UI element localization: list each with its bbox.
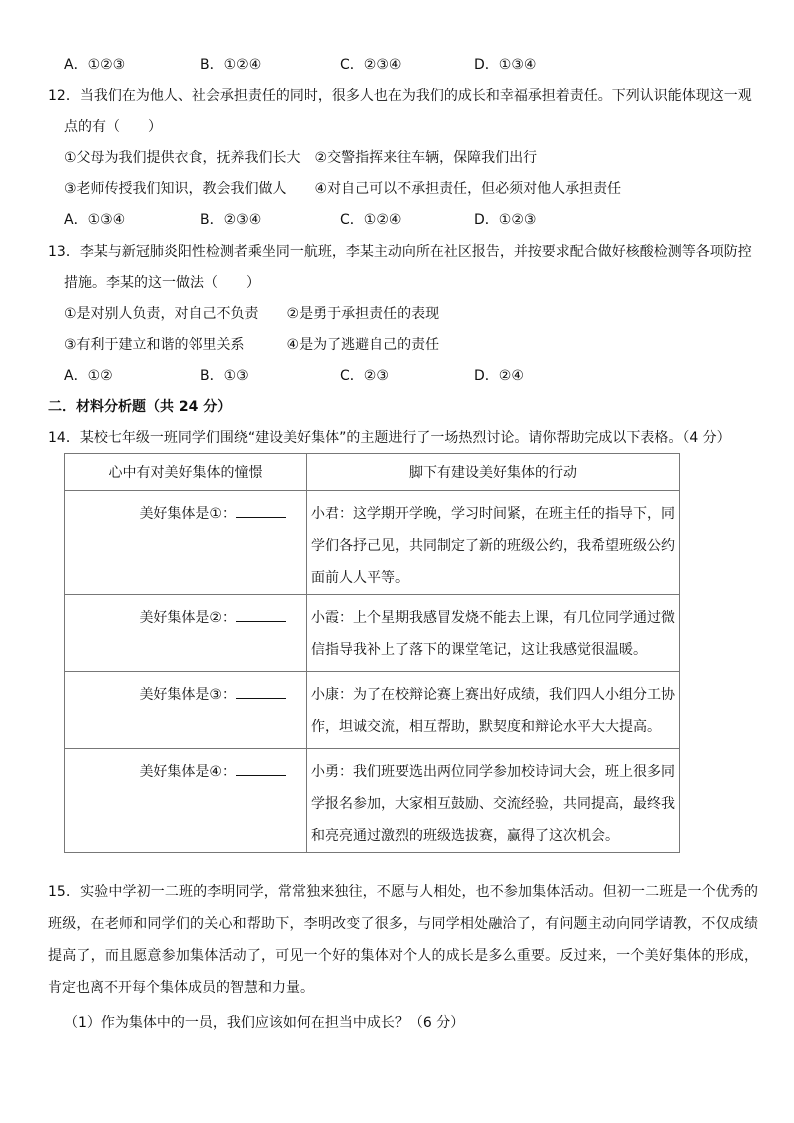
answer-cell-3 xyxy=(65,672,307,749)
q11-option-c: C．②③④ xyxy=(340,57,402,73)
action-text-1: 小君：这学期开学晚，学习时间紧，在班主任的指导下，同学们各抒己见，共同制定了新的班级公约，我希望班级公约面前人人平等。 xyxy=(307,491,680,595)
q13-stem-line2: 措施。李某的这一做法（ ） xyxy=(64,275,260,291)
answer-label-4: 美好集体是④： xyxy=(139,764,236,780)
q13-stem-line1: 13．李某与新冠肺炎阳性检测者乘坐同一航班，李某主动向所在社区报告，并按要求配合做好核酸检测等各项防控 xyxy=(48,244,752,260)
q13-option-c: C．②③ xyxy=(340,368,389,384)
table-header-row xyxy=(65,454,680,491)
answer-label-1: 美好集体是①： xyxy=(139,506,236,522)
q13-option-b: B．①③ xyxy=(200,368,249,384)
q12-option-a: A．①③④ xyxy=(64,212,126,228)
answer-cell-2 xyxy=(65,595,307,672)
answer-blank-2[interactable] xyxy=(236,607,286,622)
q13-statements-line2: ③有利于建立和谐的邻里关系 ④是为了逃避自己的责任 xyxy=(64,337,440,353)
q12-option-b: B．②③④ xyxy=(200,212,262,228)
action-text-4: 小勇：我们班要选出两位同学参加校诗词大会，班上很多同学报名参加，大家相互鼓励、交流经验，共同提高，最终我和亮亮通过激烈的班级选拔赛，赢得了这次机会。 xyxy=(307,749,680,853)
answer-blank-4[interactable] xyxy=(236,761,286,776)
answer-blank-3[interactable] xyxy=(236,684,286,699)
answer-label-3: 美好集体是③： xyxy=(139,687,236,703)
q15-subquestion-1: （1）作为集体中的一员，我们应该如何在担当中成长？（6 分） xyxy=(64,1015,465,1031)
q14-stem: 14．某校七年级一班同学们围绕“建设美好集体”的主题进行了一场热烈讨论。请你帮助完成以下表格。（4 分） xyxy=(48,430,731,446)
answer-label-2: 美好集体是②： xyxy=(139,610,236,626)
q11-option-a: A．①②③ xyxy=(64,57,126,73)
q12-statements-line2: ③老师传授我们知识，教会我们做人 ④对自己可以不承担责任，但必须对他人承担责任 xyxy=(64,181,622,197)
table-row xyxy=(65,595,680,672)
table-row xyxy=(65,672,680,749)
section-heading: 二．材料分析题（共 24 分） xyxy=(48,399,232,415)
table-header-vision: 心中有对美好集体的憧憬 xyxy=(65,454,307,491)
action-text-2: 小霞：上个星期我感冒发烧不能去上课，有几位同学通过微信指导我补上了落下的课堂笔记，这让我感觉很温暖。 xyxy=(307,595,680,672)
table-row xyxy=(65,491,680,595)
q11-option-d: D．①③④ xyxy=(474,57,537,73)
q12-option-c: C．①②④ xyxy=(340,212,402,228)
q13-option-a: A．①② xyxy=(64,368,113,384)
q12-option-d: D．①②③ xyxy=(474,212,537,228)
table-row xyxy=(65,749,680,853)
q14-table xyxy=(64,453,680,853)
q13-option-d: D．②④ xyxy=(474,368,524,384)
q15-paragraph: 15．实验中学初一二班的李明同学，常常独来独往，不愿与人相处，也不参加集体活动。但初一二班是一个优秀的班级，在老师和同学们的关心和帮助下，李明改变了很多，与同学相处融洽了，有问题主动向同学请教，不仅成绩提高了，而且愿意参加集体活动了，可见一个好的集体对个人的成长是多么重要。反过来，一个美好集体的形成，肯定也离不开每个集体成员的智慧和力量。 xyxy=(48,884,758,996)
answer-cell-1 xyxy=(65,491,307,595)
q12-stem-line1: 12．当我们在为他人、社会承担责任的同时，很多人也在为我们的成长和幸福承担着责任。下列认识能体现这一观 xyxy=(48,88,752,104)
action-text-3: 小康：为了在校辩论赛上赛出好成绩，我们四人小组分工协作，坦诚交流，相互帮助，默契度和辩论水平大大提高。 xyxy=(307,672,680,749)
q12-statements-line1: ①父母为我们提供衣食，抚养我们长大 ②交警指挥来往车辆，保障我们出行 xyxy=(64,150,538,166)
answer-cell-4 xyxy=(65,749,307,853)
answer-blank-1[interactable] xyxy=(236,503,286,518)
q13-statements-line1: ①是对别人负责，对自己不负责 ②是勇于承担责任的表现 xyxy=(64,306,440,322)
q12-stem-line2: 点的有（ ） xyxy=(64,119,162,135)
q11-option-b: B．①②④ xyxy=(200,57,262,73)
table-header-action: 脚下有建设美好集体的行动 xyxy=(307,454,680,491)
